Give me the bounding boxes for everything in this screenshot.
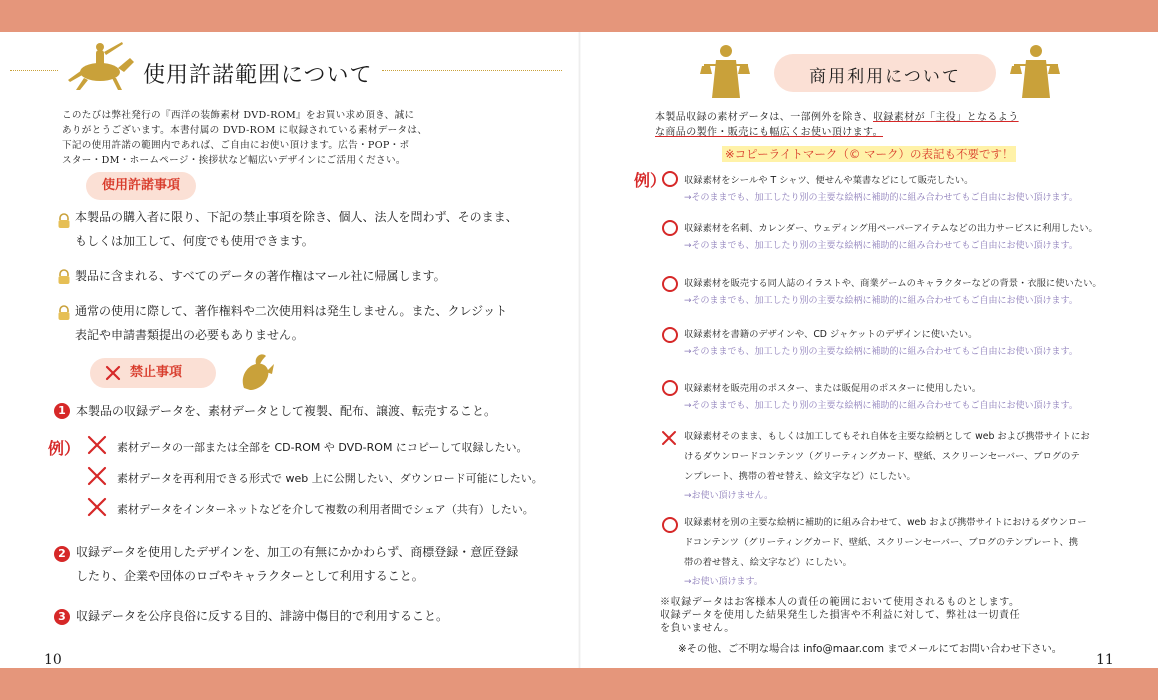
x-icon <box>661 430 677 446</box>
use-case-note: →そのままでも、加工したり別の主要な絵柄に補助的に組み合わせてもご自由にお使い頂けます。 <box>684 347 1078 357</box>
use-case-note: →そのままでも、加工したり別の主要な絵柄に補助的に組み合わせてもご自由にお使い頂けます。 <box>684 296 1078 306</box>
copyright-notice: ※コピーライトマーク（© マーク）の表記も不要です！ <box>722 146 1016 162</box>
use-case-line: 帯の着せ替え、絵文字など）にしたい。 <box>684 557 852 568</box>
number-badge: 3 <box>54 609 70 625</box>
ok-circle-icon <box>662 327 678 343</box>
griffin-illustration <box>236 350 276 394</box>
use-case-note: →そのままでも、加工したり別の主要な絵柄に補助的に組み合わせてもご自由にお使い頂けます。 <box>684 241 1078 251</box>
license-item-line: 表記や申請書類提出の必要もありません。 <box>75 328 304 342</box>
page-number-right: 11 <box>1096 652 1114 668</box>
license-item <box>75 205 518 253</box>
page-gutter <box>578 32 581 668</box>
use-case-line: ドコンテンツ（グリーティングカード、壁紙、スクリーンセーバー、ブログのテンプレート、携 <box>684 537 1079 548</box>
prohibited-item-line: 収録データを公序良俗に反する目的、誹謗中傷目的で利用すること。 <box>76 609 449 623</box>
x-icon <box>104 364 122 382</box>
use-case-note: →お使い頂けません。 <box>684 491 774 501</box>
use-case: 収録素材を名刺、カレンダー、ウェディング用ペーパーアイテムなどの出力サービスに利用したい。 <box>684 223 1098 234</box>
prohibited-item-line: 本製品の収録データを、素材データとして複製、配布、譲渡、転売すること。 <box>76 404 497 418</box>
license-item-line: 製品に含まれる、すべてのデータの著作権はマール社に帰属します。 <box>75 269 446 283</box>
license-item <box>75 264 446 288</box>
prohibited-item <box>76 604 448 628</box>
intro-line: スター・DM・ホームページ・挨拶状など幅広いデザインにご活用ください。 <box>62 155 406 166</box>
commercial-intro-line <box>655 110 1019 125</box>
prohibited-heading-pill <box>90 358 216 388</box>
prohibited-example: 素材データの一部または全部を CD-ROM や DVD-ROM にコピーして収録したい。 <box>117 441 528 454</box>
page-title-license: 使用許諾範囲について <box>143 63 373 88</box>
license-item-line: もしくは加工して、何度でも使用できます。 <box>75 234 314 248</box>
commercial-intro-line <box>655 125 1019 140</box>
top-band <box>0 0 1158 32</box>
use-case: 収録素材を販売用のポスター、または販促用のポスターに使用したい。 <box>684 383 982 394</box>
disclaimer-line: ※収録データはお客様本人の責任の範囲において使用されるものとします。 <box>660 597 1020 608</box>
use-case-line: けるダウンロードコンテンツ（グリーティングカード、壁紙、スクリーンセーバー、ブログのテ <box>684 451 1080 462</box>
prohibited-item-line: したり、企業や団体のロゴやキャラクターとして利用すること。 <box>76 569 424 583</box>
license-item-line: 通常の使用に際して、著作権料や二次使用料は発生しません。また、クレジット <box>75 304 508 318</box>
disclaimer <box>660 596 1020 635</box>
commercial-intro <box>655 110 1019 140</box>
disclaimer-line: 収録データを使用した結果発生した損害や不利益に対して、弊社は一切責任 <box>660 610 1021 621</box>
use-case-line: ンプレート、携帯の着せ替え、絵文字など）にしたい。 <box>684 471 916 482</box>
number-badge: 1 <box>54 403 70 419</box>
bottom-band <box>0 668 1158 700</box>
x-icon <box>86 465 108 487</box>
ok-circle-icon <box>662 171 678 187</box>
prohibited-example: 素材データをインターネットなどを介して複数の利用者間でシェア（共有）したい。 <box>117 503 534 516</box>
page-number-left: 10 <box>44 652 62 668</box>
lock-icon <box>56 213 72 229</box>
ok-circle-icon <box>662 380 678 396</box>
contact-line: ※その他、ご不明な場合は info@maar.com までメールにてお問い合わせ下さい。 <box>678 643 1063 655</box>
intro-line: 下記の使用許諾の範囲内であれば、ご自由にお使い頂けます。広告・POP・ポ <box>62 140 410 151</box>
commercial-intro-underlined: 収録素材が「主役」となるよう <box>873 112 1019 123</box>
title-divider-right <box>382 70 562 71</box>
ok-circle-icon <box>662 517 678 533</box>
commercial-intro-text: 本製品収録の素材データは、一部例外を除き、 <box>655 112 873 123</box>
license-item-line: 本製品の購入者に限り、下記の禁止事項を除き、個人、法人を問わず、そのまま、 <box>75 210 518 224</box>
intro-paragraph <box>62 108 522 168</box>
x-icon <box>86 496 108 518</box>
use-case-note: →そのままでも、加工したり別の主要な絵柄に補助的に組み合わせてもご自由にお使い頂けます。 <box>684 401 1078 411</box>
use-case-line: 収録素材そのまま、もしくは加工してもそれ自体を主要な絵柄として web および携帯サイトにお <box>684 431 1090 442</box>
example-label: 例） <box>634 171 667 190</box>
knight-illustration <box>60 40 138 92</box>
page-title-commercial: 商用利用について <box>809 67 961 87</box>
use-case: 収録素材をシールや T シャツ、便せんや葉書などにして販売したい。 <box>684 175 974 186</box>
prohibited-item-line: 収録データを使用したデザインを、加工の有無にかかわらず、商標登録・意匠登録 <box>76 545 519 559</box>
use-case <box>684 427 1090 487</box>
ok-circle-icon <box>662 220 678 236</box>
prohibited-item <box>76 540 518 588</box>
disclaimer-line: を負いません。 <box>660 623 735 634</box>
commercial-intro-underlined: な商品の製作・販売にも幅広くお使い頂けます。 <box>655 127 883 138</box>
use-case-note: →お使い頂けます。 <box>684 577 763 587</box>
use-case-line: 収録素材を別の主要な絵柄に補助的に組み合わせて、web および携帯サイトにおけるダウンロー <box>684 517 1087 528</box>
use-case <box>684 513 1087 573</box>
license-item <box>75 299 507 347</box>
number-badge: 2 <box>54 546 70 562</box>
justice-statue-left <box>700 42 752 102</box>
lock-icon <box>56 269 72 285</box>
use-case: 収録素材を販売する同人誌のイラストや、商業ゲームのキャラクターなどの背景・衣服に使いたい。 <box>684 278 1102 289</box>
license-heading: 使用許諾事項 <box>86 172 196 200</box>
title-divider-left <box>10 70 58 71</box>
justice-statue-right <box>1010 42 1062 102</box>
intro-line: ありがとうございます。本書付属の DVD-ROM に収録されている素材データは、 <box>62 125 428 136</box>
prohibited-heading: 禁止事項 <box>130 365 183 380</box>
ok-circle-icon <box>662 276 678 292</box>
prohibited-example: 素材データを再利用できる形式で web 上に公開したい、ダウンロード可能にしたい。 <box>117 472 543 485</box>
lock-icon <box>56 305 72 321</box>
intro-line: このたびは弊社発行の『西洋の装飾素材 DVD-ROM』をお買い求め頂き、誠に <box>62 110 415 121</box>
use-case: 収録素材を書籍のデザインや、CD ジャケットのデザインに使いたい。 <box>684 329 978 340</box>
x-icon <box>86 434 108 456</box>
prohibited-item <box>76 399 496 423</box>
example-label: 例） <box>48 439 81 458</box>
use-case-note: →そのままでも、加工したり別の主要な絵柄に補助的に組み合わせてもご自由にお使い頂けます。 <box>684 193 1078 203</box>
